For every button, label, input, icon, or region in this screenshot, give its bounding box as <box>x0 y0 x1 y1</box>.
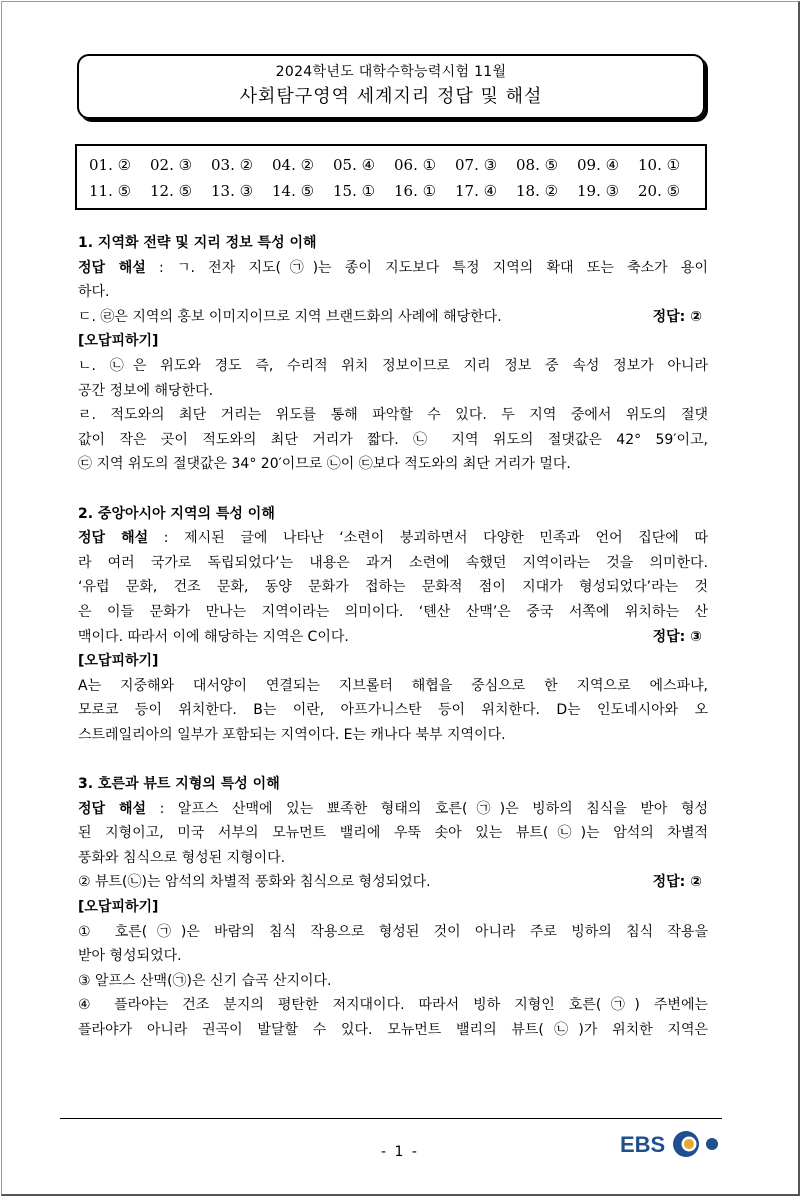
label-colon: : <box>145 259 177 276</box>
answer-item: 07. ③ <box>455 156 498 174</box>
answer-item: 02. ③ <box>150 156 193 174</box>
answer-item: 03. ② <box>211 156 254 174</box>
q2-heading: 2. 중앙아시아 지역의 특성 이해 <box>78 505 275 522</box>
label-colon: : <box>148 530 185 547</box>
explanation-label: 정답 해설 <box>78 259 146 276</box>
q1-wrong-text: ㉢ 지역 위도의 절댓값은 34° 20′이므로 ㉡이 ㉢보다 적도와의 최단 거리가 멀다. <box>78 456 571 473</box>
logo-circle-gold <box>684 1139 694 1149</box>
exam-title: 2024학년도 대학수학능력시험 11월 <box>275 64 507 80</box>
q1-text: ㄱ. 전자 지도(㉠)는 종이 지도보다 특정 지역의 확대 또는 축소가 용이 <box>176 259 708 276</box>
q2-text: 맥이다. 따라서 이에 해당하는 지역은 C이다. <box>78 628 349 645</box>
q1-wrong-text: ㄹ. 적도와의 최단 거리는 위도를 통해 파악할 수 있다. 두 지역 중에서 위도의 절댓 <box>78 407 708 424</box>
answer-item: 18. ② <box>516 182 559 200</box>
answer-item: 05. ④ <box>333 156 376 174</box>
q2-text: 제시된 글에 나타난 ‘소련이 붕괴하면서 다양한 민족과 언어 집단에 따 <box>184 530 708 547</box>
explanation-label: 정답 해설 <box>78 530 149 547</box>
answer-item: 01. ② <box>89 156 132 174</box>
q3-answer: 정답: ② <box>652 874 702 891</box>
q1-explanation-line <box>78 256 708 281</box>
answer-item: 16. ① <box>394 182 437 200</box>
q1-wrong-text: ㄴ. ㉡은 위도와 경도 즉, 수리적 위치 정보이므로 지리 정보 중 속성 정보가 아니라 <box>78 357 708 374</box>
q3-text: 알프스 산맥에 있는 뾰족한 형태의 호른(㉠)은 빙하의 침식을 받아 형성 <box>177 800 708 817</box>
answer-item: 13. ③ <box>211 182 254 200</box>
q1-answer-line <box>78 305 708 330</box>
q3-wrong-text: ① 호른(㉠)은 바람의 침식 작용으로 형성된 것이 아니라 주로 빙하의 침식 작용을 <box>78 923 708 940</box>
explanation-label: 정답 해설 <box>78 800 147 817</box>
title-box <box>77 54 705 119</box>
wrong-answer-label: [오답피하기] <box>78 333 159 350</box>
q3-wrong-text: ③ 알프스 산맥(㉠)은 신기 습곡 산지이다. <box>78 972 332 989</box>
answer-item: 04. ② <box>272 156 315 174</box>
q3-wrong-text: ④ 플라야는 건조 분지의 평탄한 저지대이다. 따라서 빙하 지형인 호른(㉠) 주변에는 <box>78 997 708 1014</box>
q2-wrong-text: A는 지중해와 대서양이 연결되는 지브롤터 해협을 중심으로 한 지역으로 에스파냐, <box>78 677 708 694</box>
q2-wrong-text: 스트레일리아의 일부가 포함되는 지역이다. E는 캐나다 북부 지역이다. <box>78 726 506 743</box>
q3-answer-line <box>78 870 708 895</box>
logo-dot <box>706 1138 718 1150</box>
wrong-answer-label: [오답피하기] <box>78 653 159 670</box>
q3-explanation-line <box>78 797 708 822</box>
q1-text: ㄷ. ㉣은 지역의 홍보 이미지이므로 지역 브랜드화의 사례에 해당한다. <box>78 308 502 325</box>
answer-item: 06. ① <box>394 156 437 174</box>
q1-wrong-text: 값이 작은 곳이 적도와의 최단 거리가 짧다. ㉡ 지역 위도의 절댓값은 42° 59′이고, <box>78 431 708 448</box>
answer-item: 20. ⑤ <box>638 182 681 200</box>
q2-answer: 정답: ③ <box>652 628 702 645</box>
q2-wrong-text: 모로코 등이 위치한다. B는 이란, 아프가니스탄 등이 위치한다. D는 인도네시아와 오 <box>78 702 708 719</box>
q2-text: 라 여러 국가로 독립되었다’는 내용은 과거 소련에 속했던 지역이라는 것을 의미한다. <box>78 554 708 571</box>
q3-text: ② 뷰트(㉡)는 암석의 차별적 풍화와 침식으로 형성되었다. <box>78 874 431 891</box>
q1-answer: 정답: ② <box>652 308 702 325</box>
answer-row-1 <box>89 156 699 178</box>
answer-item: 15. ① <box>333 182 376 200</box>
subject-title: 사회탐구영역 세계지리 정답 및 해설 <box>239 86 543 107</box>
label-colon: : <box>146 800 178 817</box>
q3-text: 풍화와 침식으로 형성된 지형이다. <box>78 849 286 866</box>
q3-heading: 3. 호른과 뷰트 지형의 특성 이해 <box>78 776 280 793</box>
q2-text: 은 이들 문화가 만나는 지역이라는 의미이다. ‘톈산 산맥’은 중국 서쪽에 위치하는 산 <box>78 603 708 620</box>
q3-text: 된 지형이고, 미국 서부의 모뉴먼트 밸리에 우뚝 솟아 있는 뷰트(㉡)는 암석의 차별적 <box>78 825 708 842</box>
q2-text: ‘유럽 문화, 건조 문화, 동양 문화가 접하는 문화적 점이 지대가 형성되었다’라는 것 <box>78 579 708 596</box>
explanation-content <box>78 231 708 1043</box>
page-number: - 1 - <box>381 1144 419 1160</box>
answer-row-2 <box>89 182 699 204</box>
q1-heading: 1. 지역화 전략 및 지리 정보 특성 이해 <box>78 235 317 251</box>
answer-item: 12. ⑤ <box>150 182 193 200</box>
answer-item: 11. ⑤ <box>89 182 132 200</box>
answer-item: 14. ⑤ <box>272 182 315 200</box>
answer-item: 17. ④ <box>455 182 498 200</box>
answer-key-table <box>75 144 707 210</box>
q2-answer-line <box>78 625 708 650</box>
answer-item: 08. ⑤ <box>516 156 559 174</box>
footer-rule <box>60 1118 722 1119</box>
q2-explanation-line <box>78 526 708 551</box>
q3-wrong-text: 플라야가 아니라 권곡이 발달할 수 있다. 모뉴먼트 밸리의 뷰트(㉡)가 위치한 지역은 <box>78 1022 708 1038</box>
answer-item: 19. ③ <box>577 182 620 200</box>
answer-item: 10. ① <box>638 156 681 174</box>
q3-wrong-text: 받아 형성되었다. <box>78 948 182 965</box>
answer-item: 09. ④ <box>577 156 620 174</box>
ebs-logo <box>620 1124 740 1164</box>
q1-text: 하다. <box>78 284 110 301</box>
ebs-logo-text: EBS <box>620 1132 666 1157</box>
q1-wrong-text: 공간 정보에 해당한다. <box>78 382 214 399</box>
wrong-answer-label: [오답피하기] <box>78 899 159 916</box>
